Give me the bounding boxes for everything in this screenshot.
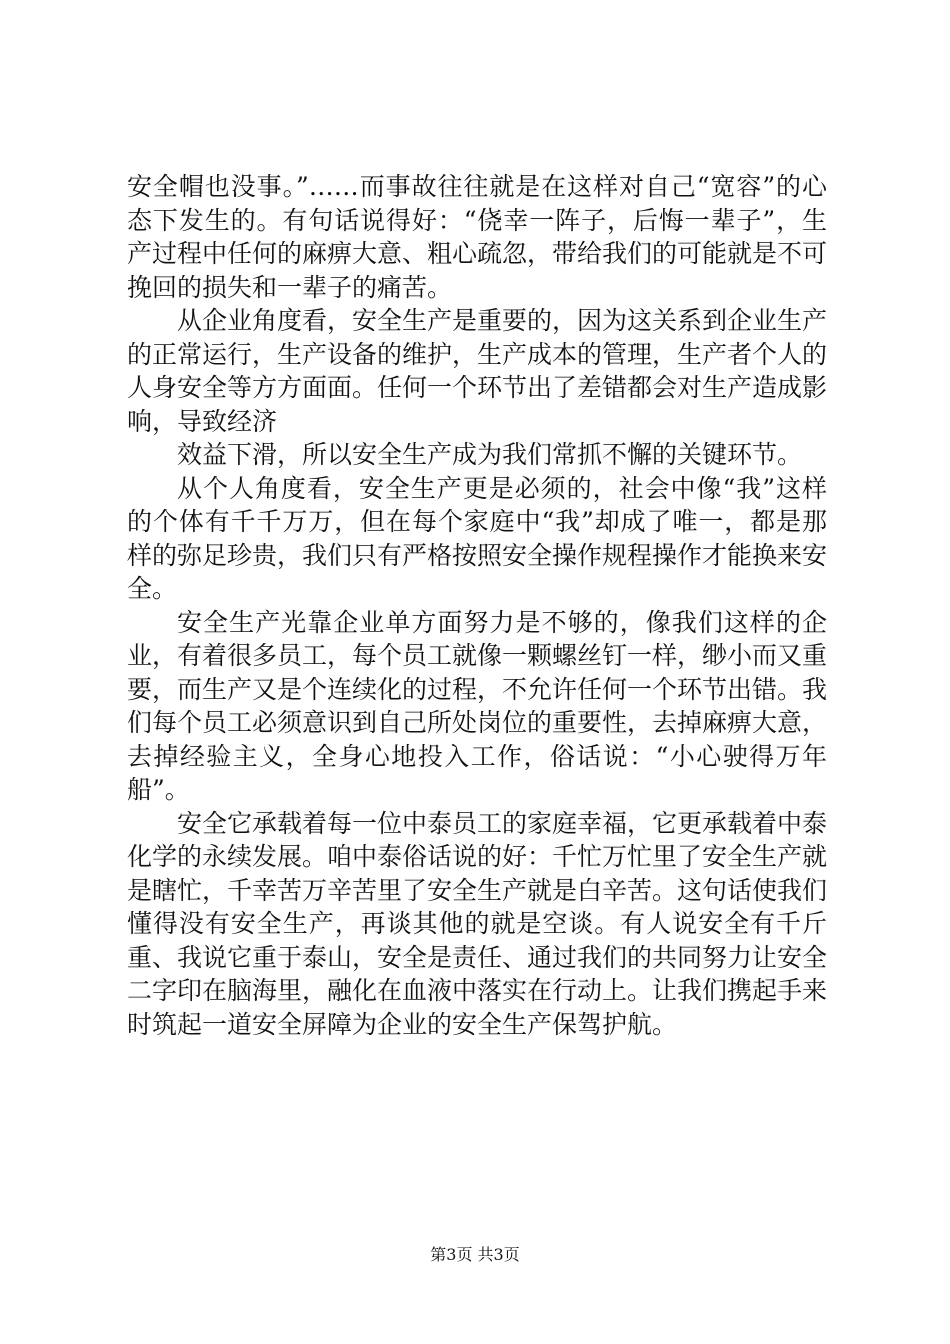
page-number-footer: 第3页 共3页 — [430, 1245, 520, 1264]
paragraph-5: 安全生产光靠企业单方面努力是不够的，像我们这样的企业，有着很多员工，每个员工就像一颗螺丝钉一样，缈小而又重要，而生产又是个连续化的过程，不允许任何一个环节出错。我们每个员工必须意识到自己所处岗位的重要性，去掉麻痹大意，去掉经验主义，全身心地投入工作，俗话说：“小心驶得万年船”。 — [127, 607, 828, 804]
paragraph-3: 效益下滑，所以安全生产成为我们常抓不懈的关键环节。 — [177, 440, 803, 469]
document-body — [127, 170, 827, 1041]
paragraph-2: 从企业角度看，安全生产是重要的，因为这关系到企业生产的正常运行，生产设备的维护，生产成本的管理，生产者个人的人身安全等方方面面。任何一个环节出了差错都会对生产造成影响，导致经济 — [127, 306, 828, 436]
paragraph-4: 从个人角度看，安全生产更是必须的，社会中像“我”这样的个体有千千万万，但在每个家庭中“我”却成了唯一，都是那样的弥足珍贵，我们只有严格按照安全操作规程操作才能换来安全。 — [127, 473, 828, 603]
paragraph-1: 安全帽也没事。”……而事故往往就是在这样对自己“宽容”的心态下发生的。有句话说得好：“侥幸一阵子，后悔一辈子”，生产过程中任何的麻痹大意、粗心疏忽，带给我们的可能就是不可挽回的损失和一辈子的痛苦。 — [127, 172, 828, 302]
paragraph-6: 安全它承载着每一位中泰员工的家庭幸福，它更承载着中泰化学的永续发展。咱中泰俗话说的好：千忙万忙里了安全生产就是瞎忙，千幸苦万辛苦里了安全生产就是白辛苦。这句话使我们懂得没有安全生产，再谈其他的就是空谈。有人说安全有千斤重、我说它重于泰山，安全是责任、通过我们的共同努力让安全二字印在脑海里，融化在血液中落实在行动上。让我们携起手来时筑起一道安全屏障为企业的安全生产保驾护航。 — [127, 808, 828, 1039]
